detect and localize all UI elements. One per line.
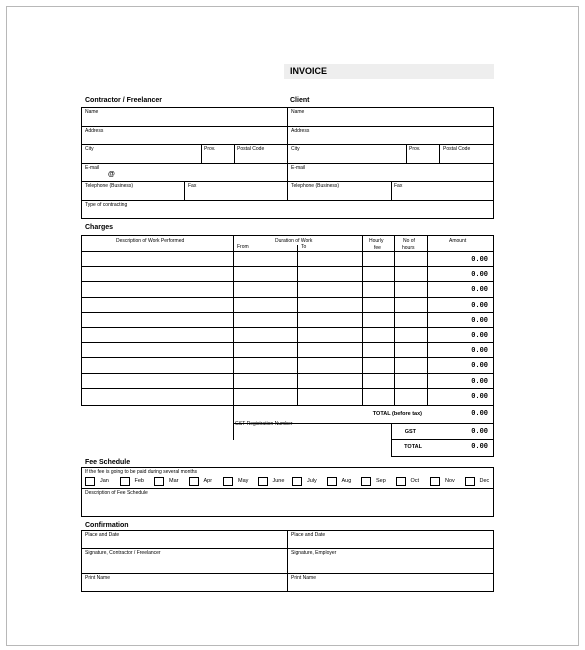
charge-row-amount[interactable]: 0.00 bbox=[471, 392, 488, 401]
contractor-heading: Contractor / Freelancer bbox=[85, 97, 163, 104]
month-label-june: June bbox=[272, 478, 285, 484]
month-checkbox-june[interactable] bbox=[258, 477, 268, 486]
col-duration: Duration of Work bbox=[275, 238, 313, 244]
fee-schedule-description-field[interactable]: Description of Fee Schedule bbox=[85, 490, 148, 496]
month-checkbox-aug[interactable] bbox=[327, 477, 337, 486]
month-label-aug: Aug bbox=[341, 478, 352, 484]
charges-heading: Charges bbox=[85, 224, 114, 231]
client-address-field[interactable]: Address bbox=[291, 128, 310, 134]
contractor-email-field[interactable]: E-mail bbox=[85, 165, 100, 171]
month-checkbox-feb[interactable] bbox=[120, 477, 130, 486]
col-from: From bbox=[237, 244, 249, 250]
confirmation-heading: Confirmation bbox=[85, 522, 129, 529]
contractor-city-field[interactable]: City bbox=[85, 146, 94, 152]
fee-schedule-heading: Fee Schedule bbox=[85, 459, 131, 466]
at-symbol: @ bbox=[108, 171, 115, 178]
signature-employer-field[interactable]: Signature, Employer bbox=[291, 550, 337, 556]
total-value: 0.00 bbox=[471, 443, 488, 451]
invoice-title: INVOICE bbox=[284, 64, 494, 79]
contractor-prov-field[interactable]: Prov. bbox=[204, 146, 216, 152]
month-checkbox-may[interactable] bbox=[223, 477, 233, 486]
month-checkbox-july[interactable] bbox=[292, 477, 302, 486]
charge-row-amount[interactable]: 0.00 bbox=[471, 347, 488, 356]
client-prov-field[interactable]: Prov. bbox=[409, 146, 421, 152]
gst-label: GST bbox=[404, 429, 416, 435]
client-email-field[interactable]: E-mail bbox=[291, 165, 306, 171]
month-checkbox-dec[interactable] bbox=[465, 477, 475, 486]
col-description: Description of Work Performed bbox=[116, 238, 185, 244]
contractor-postal-field[interactable]: Postal Code bbox=[237, 146, 265, 152]
month-label-jan: Jan bbox=[100, 478, 109, 484]
total-before-tax-label: TOTAL (before tax) bbox=[372, 411, 422, 417]
charge-row-amount[interactable]: 0.00 bbox=[471, 301, 488, 310]
fee-schedule-note: If the fee is going to be paid during several months bbox=[85, 469, 198, 475]
client-telephone-field[interactable]: Telephone (Business) bbox=[291, 183, 340, 189]
col-hourly-fee: fee bbox=[374, 245, 381, 251]
charge-row-amount[interactable]: 0.00 bbox=[471, 377, 488, 386]
client-name-field[interactable]: Name bbox=[291, 109, 305, 115]
col-to: To bbox=[301, 244, 307, 250]
client-fax-field[interactable]: Fax bbox=[394, 183, 403, 189]
client-postal-field[interactable]: Postal Code bbox=[443, 146, 471, 152]
month-label-nov: Nov bbox=[445, 478, 455, 484]
charge-row-amount[interactable]: 0.00 bbox=[471, 316, 488, 325]
month-checkbox-jan[interactable] bbox=[85, 477, 95, 486]
type-of-contracting-field[interactable]: Type of contracting bbox=[85, 202, 128, 208]
client-heading: Client bbox=[290, 97, 310, 104]
charge-row-amount[interactable]: 0.00 bbox=[471, 332, 488, 340]
place-date-left-field[interactable]: Place and Date bbox=[85, 532, 120, 538]
print-name-left-field[interactable]: Print Name bbox=[85, 575, 111, 581]
print-name-right-field[interactable]: Print Name bbox=[291, 575, 317, 581]
col-hourly: Hourly bbox=[369, 238, 384, 244]
contractor-address-field[interactable]: Address bbox=[85, 128, 104, 134]
charge-row-amount[interactable]: 0.00 bbox=[471, 271, 488, 280]
month-label-apr: Apr bbox=[203, 478, 213, 484]
contractor-fax-field[interactable]: Fax bbox=[188, 183, 197, 189]
total-label: TOTAL bbox=[404, 444, 422, 450]
month-label-sep: Sep bbox=[376, 478, 386, 484]
month-checkbox-sep[interactable] bbox=[361, 477, 371, 486]
gst-registration-field[interactable]: GST Registration Number bbox=[235, 421, 293, 427]
client-city-field[interactable]: City bbox=[291, 146, 300, 152]
total-before-tax-value: 0.00 bbox=[471, 410, 488, 418]
charge-row-amount[interactable]: 0.00 bbox=[471, 256, 488, 264]
month-checkbox-mar[interactable] bbox=[154, 477, 164, 486]
month-checkbox-oct[interactable] bbox=[396, 477, 406, 486]
month-label-may: May bbox=[238, 478, 249, 484]
contractor-telephone-field[interactable]: Telephone (Business) bbox=[85, 183, 134, 189]
month-checkbox-nov[interactable] bbox=[430, 477, 440, 486]
month-label-july: July bbox=[307, 478, 317, 484]
col-amount: Amount bbox=[449, 238, 467, 244]
charge-row-amount[interactable]: 0.00 bbox=[471, 362, 488, 371]
charge-row-amount[interactable]: 0.00 bbox=[471, 286, 488, 295]
col-hours-2: hours bbox=[402, 245, 415, 251]
signature-contractor-field[interactable]: Signature, Contractor / Freelancer bbox=[85, 550, 161, 556]
month-label-mar: Mar bbox=[169, 478, 179, 484]
gst-value: 0.00 bbox=[471, 428, 488, 436]
month-label-oct: Oct bbox=[410, 478, 420, 484]
col-hours: No of bbox=[403, 238, 415, 244]
month-label-dec: Dec bbox=[479, 478, 490, 484]
place-date-right-field[interactable]: Place and Date bbox=[291, 532, 326, 538]
month-label-feb: Feb bbox=[134, 478, 144, 484]
contractor-name-field[interactable]: Name bbox=[85, 109, 99, 115]
month-checkbox-apr[interactable] bbox=[189, 477, 199, 486]
